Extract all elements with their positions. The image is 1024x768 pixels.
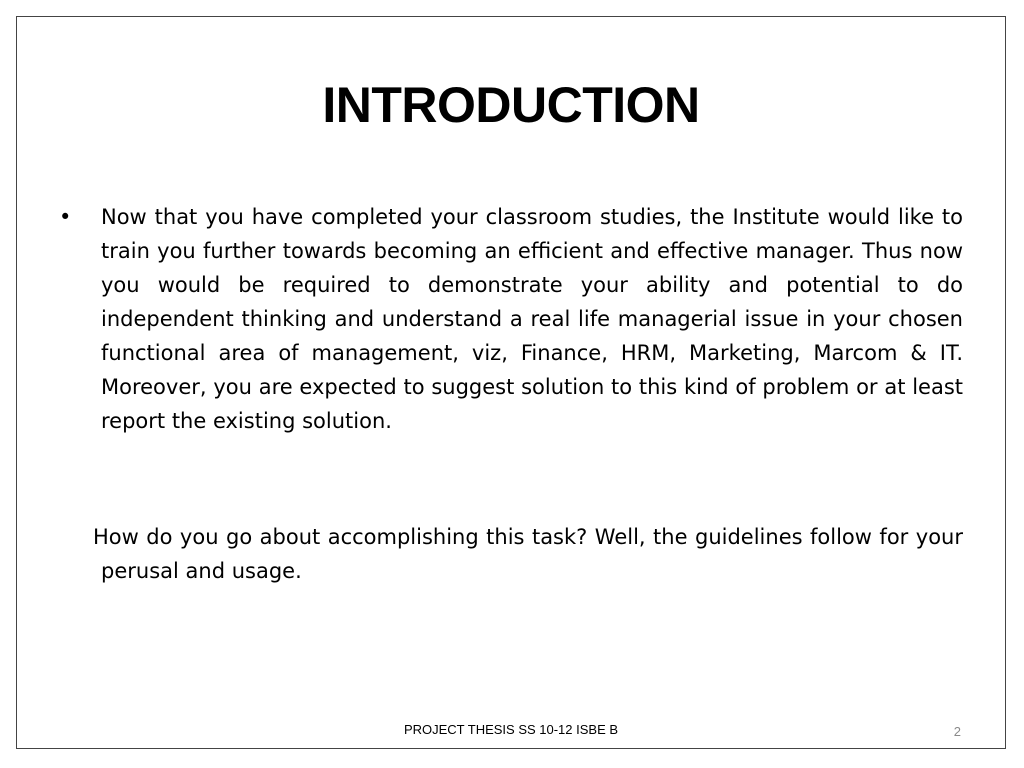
intro-paragraph: Now that you have completed your classroom studies, the Institute would like to train you further towards becoming an efficient and effective manager. Thus now you would be required to demonstrate your ability and potential to do independent thinking and understand a real life managerial issue in your chosen functional area of management, viz, Finance, HRM, Marketing, Marcom & IT. Moreover, you are expected to suggest solution to this kind of problem or at least report the existing solution.: [101, 205, 963, 433]
page-number: 2: [953, 724, 961, 739]
slide: [16, 16, 1006, 749]
slide-title: INTRODUCTION: [322, 77, 700, 133]
bullet-marker: •: [59, 205, 72, 229]
slide-footer: PROJECT THESIS SS 10-12 ISBE B: [403, 722, 619, 737]
task-paragraph: How do you go about accomplishing this task? Well, the guidelines follow for your perusal and usage.: [93, 525, 963, 583]
